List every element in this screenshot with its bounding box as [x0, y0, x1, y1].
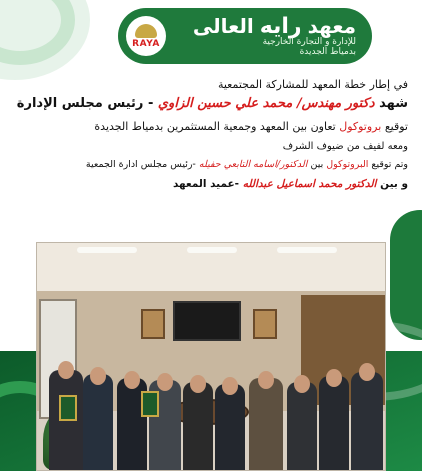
- photo-person: [215, 384, 245, 470]
- dean-title: -عميد المعهد: [172, 178, 240, 190]
- photo-person-head: [326, 369, 342, 387]
- logo-emblem-icon: [126, 16, 166, 56]
- photo-person: [83, 374, 113, 470]
- intro-line: في إطار خطة المعهد للمشاركة المجتمعية: [217, 78, 408, 91]
- emblem-crest-icon: [135, 24, 157, 38]
- signing-prefix: وتم توقيع: [371, 159, 408, 170]
- photo-person-head: [258, 371, 274, 389]
- photo-person: [319, 376, 349, 470]
- dean-name: الدكتور محمد اسماعيل عبدالله: [242, 178, 377, 190]
- protocol-prefix: توقيع: [384, 120, 408, 133]
- photo-person: [249, 378, 283, 470]
- photo-frame: [141, 309, 165, 339]
- protocol-description: تعاون بين المعهد وجمعية المستثمرين بدمياط الجديدة: [94, 120, 336, 133]
- signing-between: بين: [310, 159, 324, 170]
- association-head-name: الدكتور/اسامه التابعي حفيله: [198, 159, 308, 170]
- photo-frame: [253, 309, 277, 339]
- chairman-title: - رئيس مجلس الإدارة: [16, 96, 154, 111]
- photo-person-head: [222, 377, 238, 395]
- photo-ceiling: [37, 243, 385, 291]
- photo-person-head: [90, 367, 106, 385]
- chairman-name: دكتور مهندس/ محمد علي حسين الزاوي: [157, 96, 375, 111]
- photo-person-head: [124, 371, 140, 389]
- photo-person: [351, 372, 383, 470]
- emblem-text: RAYA: [132, 38, 160, 49]
- photo-person-head: [359, 363, 375, 381]
- guests-line: ومعه لفيف من ضيوف الشرف: [282, 141, 408, 152]
- announcement-text: [8, 78, 408, 190]
- photo-person-head: [190, 375, 206, 393]
- photo-plaque: [59, 395, 77, 421]
- event-photo: [36, 242, 386, 471]
- photo-person-head: [58, 361, 74, 379]
- dean-prefix: و بين: [380, 178, 408, 190]
- photo-person-head: [157, 373, 173, 391]
- protocol-line: [8, 120, 408, 133]
- photo-person: [287, 382, 317, 470]
- logo-word-high: العالى: [192, 14, 254, 39]
- logo-word-institute: معهد: [307, 14, 356, 39]
- dean-line: [8, 178, 408, 190]
- signing-line: [8, 159, 408, 170]
- ceiling-light: [187, 247, 237, 253]
- ceiling-light: [277, 247, 337, 253]
- logo-text: [193, 15, 356, 57]
- association-head-title: -رئيس مجلس ادارة الجمعية: [85, 159, 196, 170]
- witness-line: [8, 96, 408, 111]
- logo-banner: [118, 8, 372, 64]
- decor-pill-right: [390, 210, 422, 340]
- photo-plaque: [141, 391, 159, 417]
- ceiling-light: [77, 247, 137, 253]
- logo-subtitle-2: بدمياط الجديدة: [299, 46, 356, 57]
- logo-title: [193, 15, 356, 38]
- logo-subtitle-1: للإدارة و التجارة الخارجية: [262, 37, 356, 48]
- logo-word-raya: رايه: [259, 14, 302, 40]
- photo-tv: [173, 301, 241, 341]
- protocol-highlight: بروتوكول: [339, 120, 382, 133]
- photo-person: [183, 382, 213, 470]
- signing-highlight: البروتوكول: [326, 159, 369, 170]
- witness-prefix: شهد: [379, 96, 408, 111]
- photo-person-head: [294, 375, 310, 393]
